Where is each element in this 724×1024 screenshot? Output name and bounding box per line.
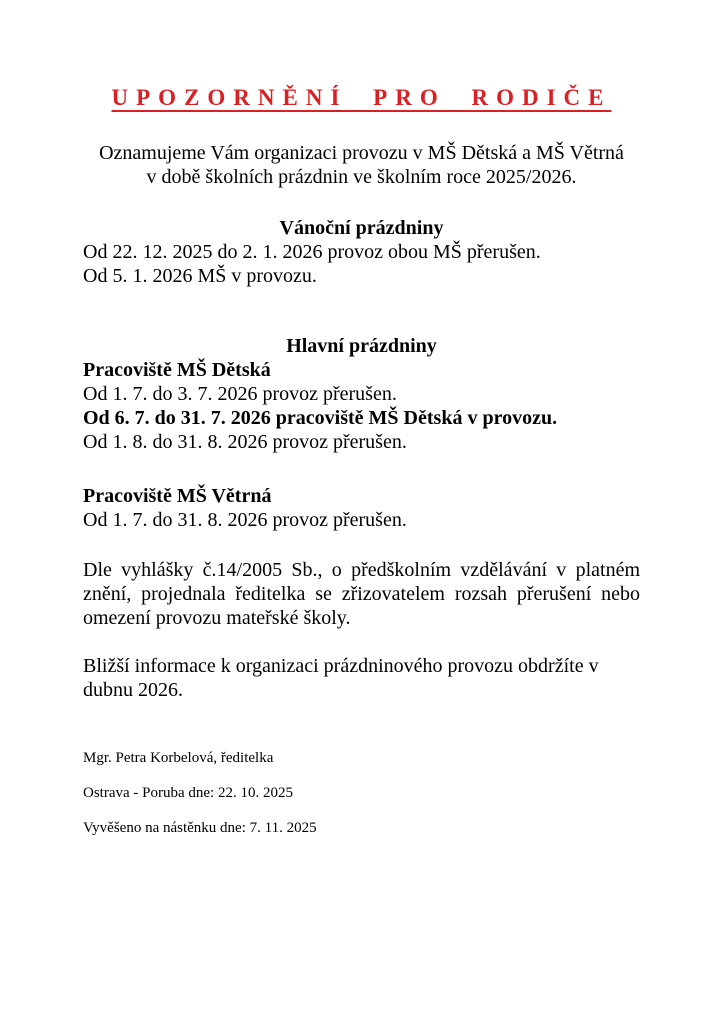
christmas-line-1: Od 22. 12. 2025 do 2. 1. 2026 provoz obou MŠ přerušen. bbox=[83, 241, 541, 263]
summer-heading: Hlavní prázdniny bbox=[286, 335, 437, 357]
intro-line-2: v době školních prázdnin ve školním roce 2025/2026. bbox=[146, 166, 577, 188]
posted-date-line: Vyvěšeno na nástěnku dne: 7. 11. 2025 bbox=[83, 820, 317, 836]
section-workplace-vetrna bbox=[83, 484, 640, 532]
further-info-line: Bližší informace k organizaci prázdninového provozu obdržíte v dubnu 2026. bbox=[83, 655, 599, 701]
document-title: UPOZORNĚNÍ PRO RODIČE bbox=[111, 85, 612, 110]
workplace-vetrna-heading: Pracoviště MŠ Větrná bbox=[83, 485, 272, 507]
signature-line: Mgr. Petra Korbelová, ředitelka bbox=[83, 750, 274, 766]
section-summer-holidays bbox=[83, 334, 640, 454]
workplace-detska-heading: Pracoviště MŠ Dětská bbox=[83, 359, 271, 381]
detska-line-1: Od 1. 7. do 3. 7. 2026 provoz přerušen. bbox=[83, 383, 397, 405]
detska-line-3: Od 1. 8. do 31. 8. 2026 provoz přerušen. bbox=[83, 431, 407, 453]
document-footer bbox=[83, 750, 640, 836]
place-date-line: Ostrava - Poruba dne: 22. 10. 2025 bbox=[83, 785, 293, 801]
intro-paragraph bbox=[83, 141, 640, 189]
document-content bbox=[83, 86, 640, 836]
christmas-heading: Vánoční prázdniny bbox=[279, 217, 444, 239]
christmas-line-2: Od 5. 1. 2026 MŠ v provozu. bbox=[83, 265, 317, 287]
decree-paragraph: Dle vyhlášky č.14/2005 Sb., o předškolním vzdělávání v platném znění, projednala ředitelka se zřizovatelem rozsah přerušení nebo omezení provozu mateřské školy. bbox=[83, 559, 640, 629]
section-christmas-holidays bbox=[83, 216, 640, 288]
intro-line-1: Oznamujeme Vám organizaci provozu v MŠ Dětská a MŠ Větrná bbox=[99, 142, 624, 164]
detska-line-2: Od 6. 7. do 31. 7. 2026 pracoviště MŠ Dětská v provozu. bbox=[83, 407, 558, 429]
vetrna-line-1: Od 1. 7. do 31. 8. 2026 provoz přerušen. bbox=[83, 509, 407, 531]
